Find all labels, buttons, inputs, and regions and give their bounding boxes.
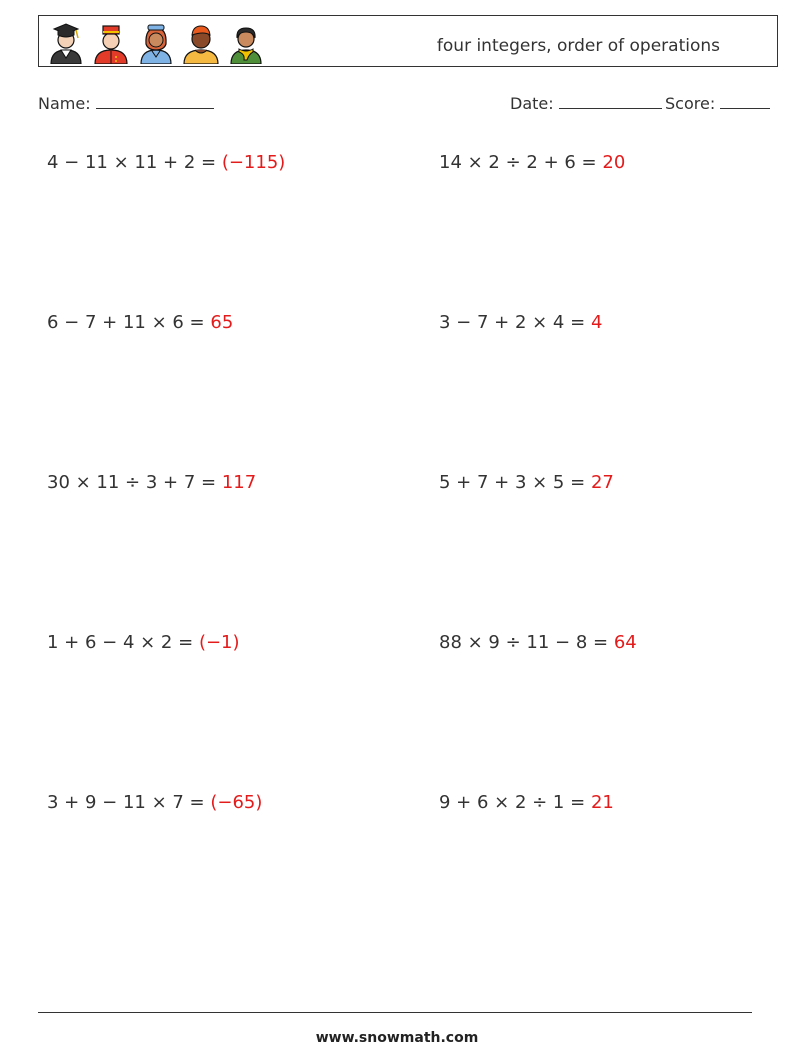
problem-answer: 65: [210, 312, 234, 333]
footer-website-link[interactable]: www.snowmath.com: [315, 1030, 479, 1046]
score-blank[interactable]: [720, 94, 770, 109]
problem-3: [47, 312, 233, 333]
problem-4: [439, 312, 602, 333]
problem-answer: (−115): [221, 152, 286, 173]
problem-answer: 27: [590, 472, 614, 493]
problem-expression: 88 × 9 ÷ 11 − 8 =: [439, 632, 609, 653]
problem-answer: (−65): [210, 792, 263, 813]
avatar-row: [47, 20, 265, 64]
problem-answer: 21: [590, 792, 614, 813]
problem-expression: 30 × 11 ÷ 3 + 7 =: [47, 472, 217, 493]
worksheet-header: [38, 15, 778, 67]
problem-10: [439, 792, 614, 813]
problem-answer: (−1): [198, 632, 240, 653]
problem-expression: 1 + 6 − 4 × 2 =: [47, 632, 194, 653]
problem-expression: 3 + 9 − 11 × 7 =: [47, 792, 205, 813]
problem-answer: 117: [221, 472, 257, 493]
scarf-avatar-icon: [227, 20, 265, 64]
problem-answer: 64: [613, 632, 637, 653]
bellhop-avatar-icon: [92, 20, 130, 64]
date-blank[interactable]: [559, 94, 662, 109]
footer-divider: [38, 1012, 752, 1013]
date-label: Date:: [510, 94, 554, 113]
problem-expression: 9 + 6 × 2 ÷ 1 =: [439, 792, 586, 813]
problem-6: [439, 472, 614, 493]
name-label: Name:: [38, 94, 91, 113]
problem-7: [47, 632, 240, 653]
worksheet-title: four integers, order of operations: [436, 36, 720, 56]
problem-expression: 5 + 7 + 3 × 5 =: [439, 472, 586, 493]
problem-expression: 14 × 2 ÷ 2 + 6 =: [439, 152, 597, 173]
date-field[interactable]: [510, 94, 662, 113]
problem-expression: 6 − 7 + 11 × 6 =: [47, 312, 205, 333]
problem-2: [439, 152, 625, 173]
problem-1: [47, 152, 285, 173]
problem-answer: 4: [590, 312, 603, 333]
problem-expression: 4 − 11 × 11 + 2 =: [47, 152, 217, 173]
pilot-avatar-icon: [137, 20, 175, 64]
problem-expression: 3 − 7 + 2 × 4 =: [439, 312, 586, 333]
problem-5: [47, 472, 256, 493]
score-field[interactable]: [665, 94, 770, 113]
score-label: Score:: [665, 94, 716, 113]
problem-answer: 20: [602, 152, 626, 173]
problem-9: [47, 792, 262, 813]
name-field[interactable]: [38, 94, 214, 113]
orange-shirt-avatar-icon: [182, 20, 220, 64]
name-blank[interactable]: [96, 94, 214, 109]
graduate-avatar-icon: [47, 20, 85, 64]
problem-8: [439, 632, 637, 653]
